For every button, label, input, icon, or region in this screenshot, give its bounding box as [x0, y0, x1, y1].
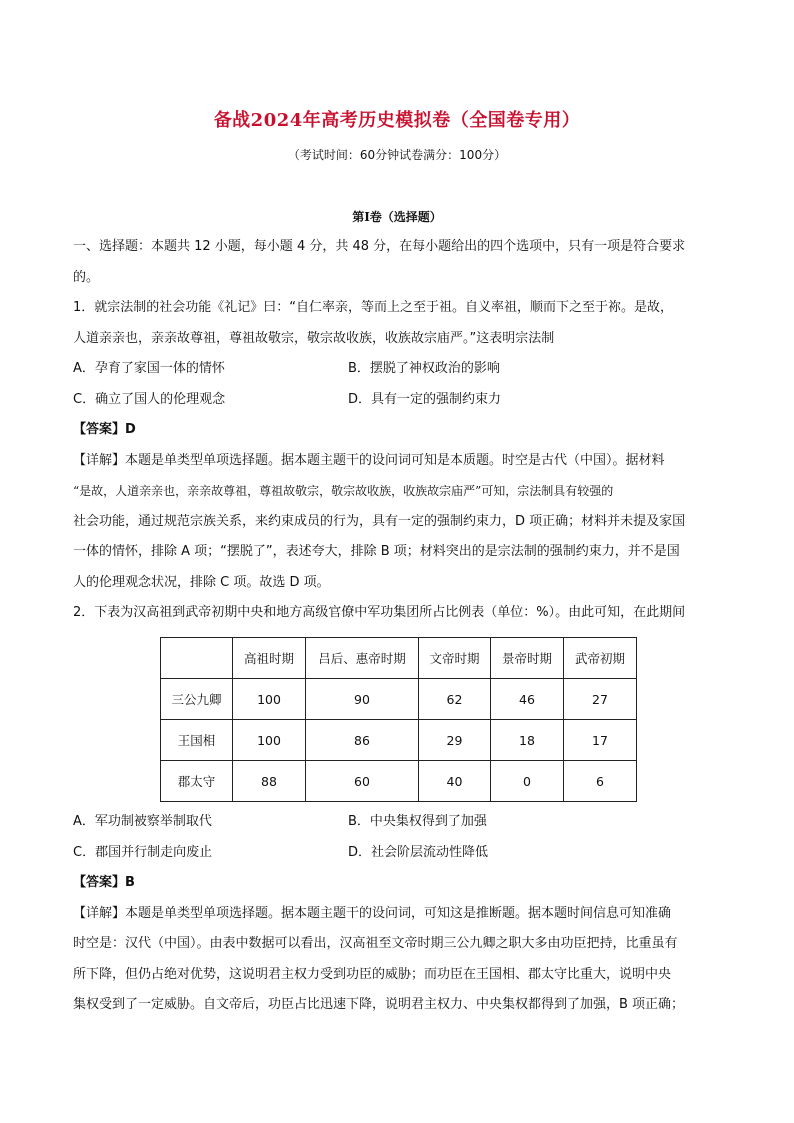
- q1-explain-line-2: “是故，人道亲亲也，亲亲故尊祖，尊祖故敬宗，敬宗故收族，收族故宗庙严”可知，宗法制具有较强的: [73, 484, 614, 498]
- table-header-cell: 景帝时期: [491, 638, 564, 679]
- table-cell: 62: [419, 679, 491, 720]
- table-header-cell: 文帝时期: [419, 638, 491, 679]
- q2-explain-line-2: 时空是：汉代（中国）。由表中数据可以看出，汉高祖至文帝时期三公九卿之职大多由功臣把持，比重虽有: [73, 936, 678, 951]
- q2-answer: 【答案】B: [73, 875, 135, 890]
- q2-options-row-2: [73, 838, 723, 869]
- table-row: [161, 679, 637, 720]
- q2-explain-line-1: 【详解】本题是单类型单项选择题。据本题主题干的设问词，可知这是推断题。据本题时间信息可知准确: [73, 905, 672, 921]
- q1-options-row-1: [73, 354, 723, 385]
- q1-option-d: D．具有一定的强制约束力: [348, 391, 502, 407]
- content-block-1: [73, 232, 723, 629]
- table-cell: 6: [564, 761, 637, 802]
- q1-explain-line-3: 社会功能，通过规范宗族关系，来约束成员的行为，具有一定的强制约束力，D 项正确；材料并未提及家国: [73, 513, 686, 529]
- q1-explain-line-4: 一体的情怀，排除 A 项；“摆脱了”，表述夸大，排除 B 项；材料突出的是宗法制的强制约束力，并不是国: [73, 544, 680, 559]
- table-row: [161, 761, 637, 802]
- q2-data-table: [160, 637, 637, 802]
- q1-option-b: B．摆脱了神权政治的影响: [348, 361, 500, 376]
- q1-stem-line-2: 人道亲亲也，亲亲故尊祖，尊祖故敬宗，敬宗故收族，收族故宗庙严。”这表明宗法制: [73, 330, 555, 346]
- table-cell: 0: [491, 761, 564, 802]
- table-cell: 40: [419, 761, 491, 802]
- table-header-cell: 吕后、惠帝时期: [306, 638, 419, 679]
- q2-stem: 2．下表为汉高祖到武帝初期中央和地方高级官僚中军功集团所占比例表（单位：%）。由此可知，在此期间: [73, 605, 686, 620]
- q2-option-c: C．郡国并行制走向废止: [73, 844, 213, 860]
- q1-answer: 【答案】D: [73, 422, 136, 437]
- section-heading: 第I卷（选择题）: [352, 210, 442, 224]
- q1-option-c: C．确立了国人的伦理观念: [73, 391, 226, 407]
- table-header-row: [161, 638, 637, 679]
- q1-explain-line-5: 人的伦理观念状况，排除 C 项。故选 D 项。: [73, 574, 330, 590]
- q2-options-row-1: [73, 807, 723, 838]
- table-cell: 88: [233, 761, 306, 802]
- q2-explain-line-3: 所下降，但仍占绝对优势，这说明君主权力受到功臣的威胁；而功臣在王国相、郡太守比重大，说明中央: [73, 966, 672, 982]
- table-cell: 17: [564, 720, 637, 761]
- instructions-line-2: 的。: [73, 269, 100, 285]
- table-row: [161, 720, 637, 761]
- table-row-label: 郡太守: [161, 761, 233, 802]
- q1-option-a: A．孕育了家国一体的情怀: [73, 361, 225, 376]
- table-cell: 100: [233, 720, 306, 761]
- q1-options-row-2: [73, 385, 723, 416]
- table-cell: 29: [419, 720, 491, 761]
- table-header-cell: [161, 638, 233, 679]
- table-cell: 90: [306, 679, 419, 720]
- table-header-cell: 武帝初期: [564, 638, 637, 679]
- table-cell: 27: [564, 679, 637, 720]
- instructions-line-1: 一、选择题：本题共 12 小题，每小题 4 分，共 48 分，在每小题给出的四个选项中，只有一项是符合要求: [73, 239, 686, 254]
- q2-option-d: D．社会阶层流动性降低: [348, 844, 489, 860]
- q2-option-b: B．中央集权得到了加强: [348, 814, 487, 829]
- table-header-cell: 高祖时期: [233, 638, 306, 679]
- q1-explain-line-1: 【详解】本题是单类型单项选择题。据本题主题干的设问词可知是本质题。时空是古代（中国）。据材料: [73, 452, 665, 468]
- content-block-2: [73, 807, 723, 1021]
- q2-explain-line-4: 集权受到了一定威胁。自文帝后，功臣占比迅速下降，说明君主权力、中央集权都得到了加强，B 项正确；: [73, 997, 685, 1012]
- table-cell: 18: [491, 720, 564, 761]
- q2-option-a: A．军功制被察举制取代: [73, 814, 212, 829]
- table-cell: 60: [306, 761, 419, 802]
- table-cell: 86: [306, 720, 419, 761]
- q1-stem-line-1: 1．就宗法制的社会功能《礼记》曰：“自仁率亲，等而上之至于祖。自义率祖，顺而下之至于祢。是故，: [73, 300, 674, 315]
- table-row-label: 三公九卿: [161, 679, 233, 720]
- table-cell: 46: [491, 679, 564, 720]
- exam-subtitle: （考试时间：60分钟试卷满分：100分）: [287, 148, 507, 162]
- table-row-label: 王国相: [161, 720, 233, 761]
- table-cell: 100: [233, 679, 306, 720]
- exam-title: 备战2024年高考历史模拟卷（全国卷专用）: [213, 110, 581, 131]
